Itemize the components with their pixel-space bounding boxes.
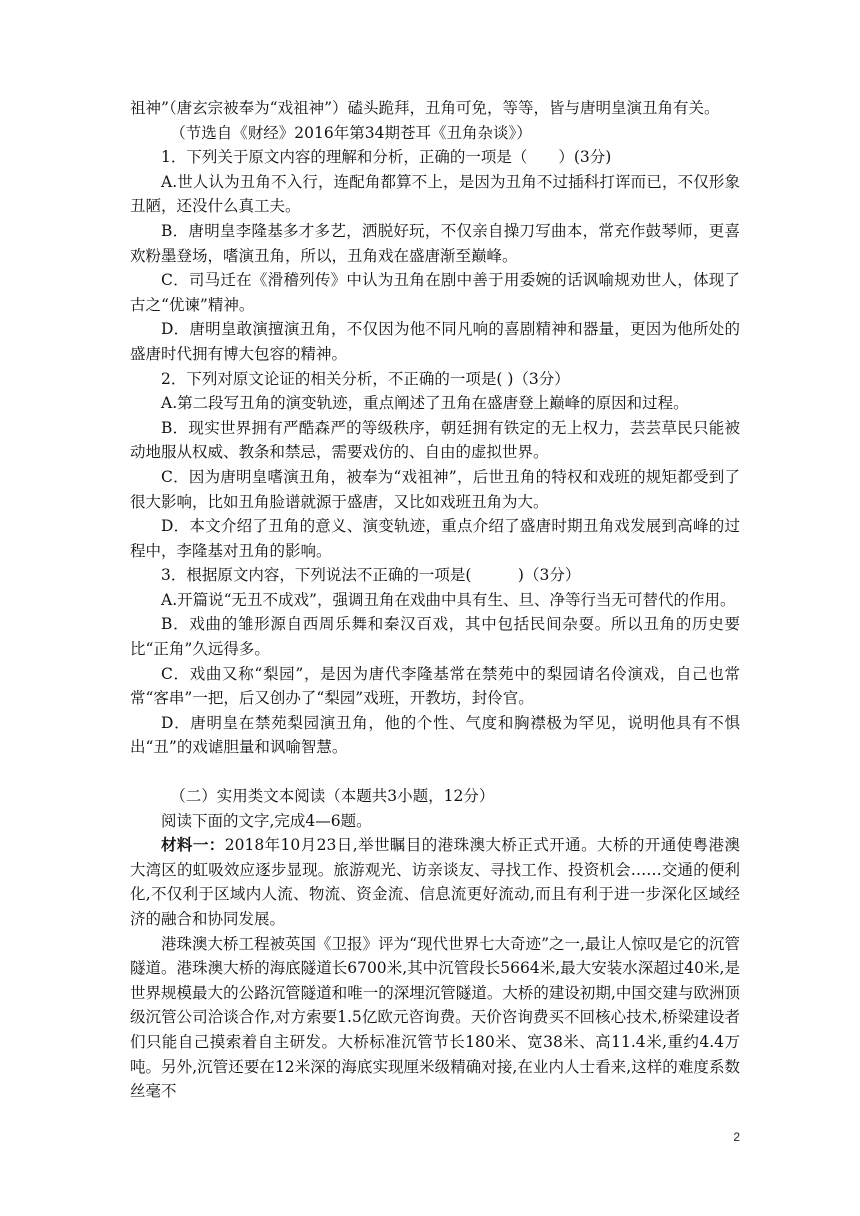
material-1-label: 材料一： xyxy=(161,835,225,855)
material-1-paragraph xyxy=(130,833,740,931)
section-heading: （二）实用类文本阅读（本题共3小题，12分） xyxy=(170,787,495,806)
question-2-option-c: C．因为唐明皇嗜演丑角，被奉为“戏祖神”，后世丑角的特权和戏班的规矩都受到了很大影响，比如丑角脸谱就源于盛唐，又比如戏班丑角为大。 xyxy=(130,467,740,511)
question-3-option-c: C．戏曲又称“梨园”，是因为唐代李隆基常在禁苑中的梨园请名伶演戏，自己也常常“客串”一把，后又创办了“梨园”戏班，开教坊，封伶官。 xyxy=(130,664,740,708)
question-1-option-d: D．唐明皇敢演擅演丑角，不仅因为他不同凡响的喜剧精神和器量，更因为他所处的盛唐时代拥有博大包容的精神。 xyxy=(130,320,740,363)
question-2-option-a: A.第二段写丑角的演变轨迹，重点阐述了丑角在盛唐登上巅峰的原因和过程。 xyxy=(161,394,689,413)
source-citation: （节选自《财经》2016年第34期苍耳《丑角杂谈》） xyxy=(170,123,532,142)
material-1-paragraph-2: 港珠澳大桥工程被英国《卫报》评为“现代世界七大奇迹”之一,最让人惊叹是它的沉管隧道。港珠澳大桥的海底隧道长6700米,其中沉管段长5664米,最大安装水深超过40米,是世界规模最大的公路沉管隧道和唯一的深埋沉管隧道。大桥的建设初期,中国交建与欧洲顶级沉管公司洽谈合作,对方索要1.5亿欧元咨询费。天价咨询费买不回核心技术,桥梁建设者们只能自己摸索着自主研发。大桥标准沉管节长180米、宽38米、高11.4米,重约4.4万吨。另外,沉管还要在12米深的海底实现厘米级精确对接,在业内人士看来,这样的难度系数丝毫不 xyxy=(130,934,740,1101)
section-instruction: 阅读下面的文字,完成4—6题。 xyxy=(161,811,372,830)
paragraph-continuation: 祖神”（唐玄宗被奉为“戏祖神”）磕头跪拜，丑角可免，等等，皆与唐明皇演丑角有关。 xyxy=(130,99,720,117)
question-3-option-b: B．戏曲的雏形源自西周乐舞和秦汉百戏，其中包括民间杂耍。所以丑角的历史要比“正角”久远得多。 xyxy=(130,615,740,659)
material-1-text: 2018年10月23日,举世瞩目的港珠澳大桥正式开通。大桥的开通使粤港澳大湾区的虹吸效应逐步显现。旅游观光、访亲谈友、寻找工作、投资机会……交通的便利化,不仅利于区域内人流、物流、资金流、信息流更好流动,而且有利于进一步深化区域经济的融合和协同发展。 xyxy=(130,836,740,928)
question-1-option-a: A.世人认为丑角不入行，连配角都算不上，是因为丑角不过插科打诨而已，不仅形象丑陋，还没什么真工夫。 xyxy=(130,172,740,216)
question-2-stem: 2．下列对原文论证的相关分析，不正确的一项是( )（3分） xyxy=(161,369,570,388)
question-1-option-b: B．唐明皇李隆基多才多艺，洒脱好玩，不仅亲自操刀写曲本，常充作鼓琴师，更喜欢粉墨登场，嗜演丑角，所以，丑角戏在盛唐渐至巅峰。 xyxy=(130,221,740,265)
page-body xyxy=(130,96,740,1104)
question-3-option-d: D．唐明皇在禁苑梨园演丑角，他的个性、气度和胸襟极为罕见，说明他具有不惧出“丑”的戏谑胆量和讽喻智慧。 xyxy=(130,713,740,757)
question-1-stem: 1．下列关于原文内容的理解和分析，正确的一项是（ ）(3分) xyxy=(161,148,612,167)
question-1-option-c: C．司马迁在《滑稽列传》中认为丑角在剧中善于用委婉的话讽喻规劝世人，体现了古之“优谏”精神。 xyxy=(130,271,740,314)
page-number: 2 xyxy=(733,1130,740,1144)
section-gap xyxy=(130,760,740,784)
question-3-option-a: A.开篇说“无丑不成戏”，强调丑角在戏曲中具有生、旦、净等行当无可替代的作用。 xyxy=(161,590,736,609)
question-2-option-d: D．本文介绍了丑角的意义、演变轨迹，重点介绍了盛唐时期丑角戏发展到高峰的过程中，李隆基对丑角的影响。 xyxy=(130,517,740,560)
question-2-option-b: B．现实世界拥有严酷森严的等级秩序，朝廷拥有铁定的无上权力，芸芸草民只能被动地服从权威、教条和禁忌，需要戏仿的、自由的虚拟世界。 xyxy=(130,418,740,462)
question-3-stem: 3．根据原文内容，下列说法不正确的一项是( )（3分） xyxy=(161,566,581,585)
